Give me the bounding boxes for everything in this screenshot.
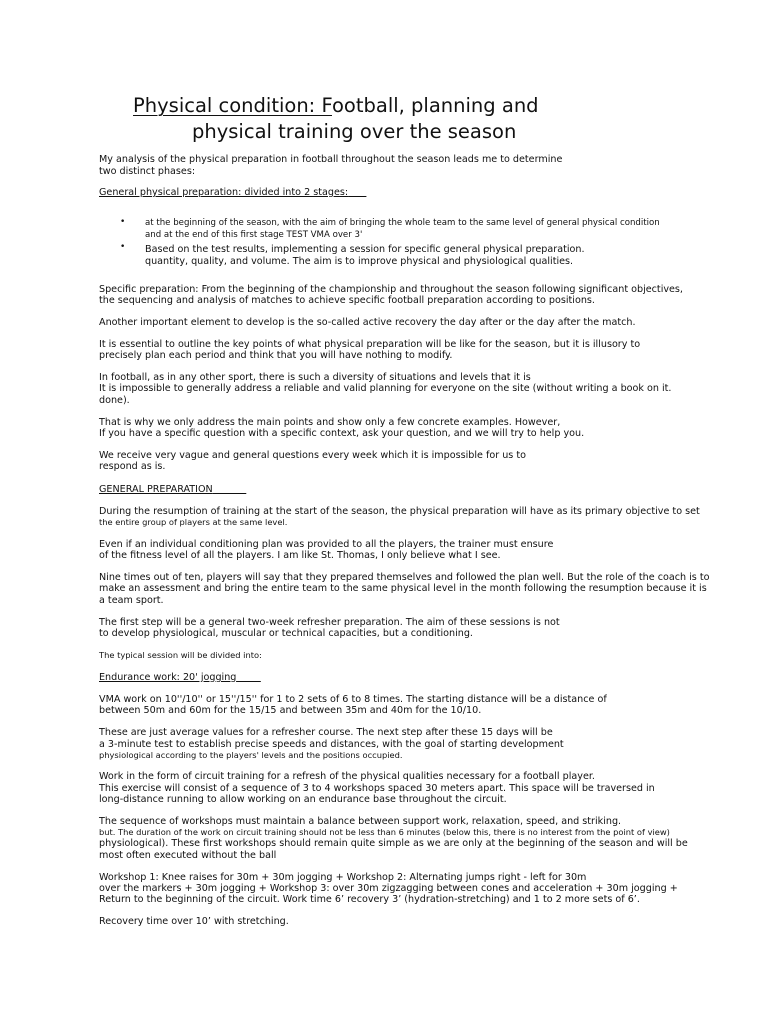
nine-times-line-2: make an assessment and bring the entire team to the same physical level in the month following the resumption because it is xyxy=(99,583,707,594)
general-preparation-heading: GENERAL PREPARATION xyxy=(99,484,213,495)
title-rest: ootball, planning and xyxy=(331,94,539,117)
bullet-2-line-1: Based on the test results, implementing a session for specific general physical preparation. xyxy=(145,244,585,255)
vma-line-1: VMA work on 10''/10'' or 15''/15'' for 1 to 2 sets of 6 to 8 times. The starting distance will be a distance of xyxy=(99,694,607,705)
intro-line-1: My analysis of the physical preparation in football throughout the season leads me to determine xyxy=(99,154,563,165)
individual-line-2: of the fitness level of all the players. I am like St. Thomas, I only believe what I see. xyxy=(99,550,501,561)
diversity-line-1: In football, as in any other sport, there is such a diversity of situations and levels that it is xyxy=(99,372,531,383)
circuit-line-1: Work in the form of circuit training for a refresh of the physical qualities necessary for a football player. xyxy=(99,771,595,782)
general-physical-heading: General physical preparation: divided into 2 stages: xyxy=(99,187,349,198)
bullet-icon: • xyxy=(120,217,126,227)
recovery-time-text: Recovery time over 10’ with stretching. xyxy=(99,916,289,927)
recovery-paragraph: Another important element to develop is the so-called active recovery the day after or the day after the match. xyxy=(99,317,636,328)
sequence-line-3: physiological). These first workshops should remain quite simple as we are only at the beginning of the season and will be xyxy=(99,838,688,849)
first-step-line-1: The first step will be a general two-week refresher preparation. The aim of these sessions is not xyxy=(99,617,560,628)
main-points-line-1: That is why we only address the main points and show only a few concrete examples. However, xyxy=(99,417,561,428)
bullet-1-line-1: at the beginning of the season, with the aim of bringing the whole team to the same level of general physical condition xyxy=(145,218,660,228)
sequence-line-1: The sequence of workshops must maintain a balance between support work, relaxation, speed, and striking. xyxy=(99,816,622,827)
vague-line-1: We receive very vague and general questions every week which it is impossible for us to xyxy=(99,450,526,461)
individual-line-1: Even if an individual conditioning plan was provided to all the players, the trainer must ensure xyxy=(99,539,554,550)
bullet-icon: • xyxy=(120,242,126,252)
endurance-heading: Endurance work: 20' jogging xyxy=(99,672,237,683)
intro-line-2: two distinct phases: xyxy=(99,166,196,177)
resumption-line-2: the entire group of players at the same level. xyxy=(99,517,288,527)
bullet-2-line-2: quantity, quality, and volume. The aim is to improve physical and physiological qualities. xyxy=(145,256,574,267)
first-step-line-2: to develop physiological, muscular or technical capacities, but a conditioning. xyxy=(99,628,473,639)
average-line-2: a 3-minute test to establish precise speeds and distances, with the goal of starting development xyxy=(99,739,564,750)
average-line-1: These are just average values for a refresher course. The next step after these 15 days will be xyxy=(99,727,553,738)
workshop-line-1: Workshop 1: Knee raises for 30m + 30m jogging + Workshop 2: Alternating jumps right - left for 30m xyxy=(99,872,587,883)
main-points-line-2: If you have a specific question with a specific context, ask your question, and we will try to help you. xyxy=(99,428,585,439)
essential-line-1: It is essential to outline the key points of what physical preparation will be like for the season, but it is illusory to xyxy=(99,339,641,350)
average-line-3: physiological according to the players' levels and the positions occupied. xyxy=(99,750,403,760)
specific-line-1: Specific preparation: From the beginning of the championship and throughout the season following significant objectives, xyxy=(99,284,683,295)
diversity-line-3: done). xyxy=(99,395,130,406)
nine-times-line-1: Nine times out of ten, players will say that they prepared themselves and followed the plan well. But the role of the coach is to xyxy=(99,572,710,583)
bullet-1-line-2: and at the end of this first stage TEST VMA over 3' xyxy=(145,230,363,240)
essential-line-2: precisely plan each period and think that you will have nothing to modify. xyxy=(99,350,453,361)
title-underlined-part: Physical condition: F xyxy=(133,94,332,117)
sequence-line-4: most often executed without the ball xyxy=(99,850,277,861)
circuit-line-2: This exercise will consist of a sequence of 3 to 4 workshops spaced 30 meters apart. This space will be traversed in xyxy=(99,783,655,794)
resumption-line-1: During the resumption of training at the start of the season, the physical preparation will have as its primary objective to set xyxy=(99,506,700,517)
sequence-line-2: but. The duration of the work on circuit training should not be less than 6 minutes (below this, there is no interest from the point of view) xyxy=(99,827,670,837)
vague-line-2: respond as is. xyxy=(99,461,166,472)
diversity-line-2: It is impossible to generally address a reliable and valid planning for everyone on the site (without writing a book on it. xyxy=(99,383,672,394)
nine-times-line-3: a team sport. xyxy=(99,595,164,606)
document-title-line2: physical training over the season xyxy=(192,120,517,143)
typical-session-text: The typical session will be divided into: xyxy=(99,650,262,660)
vma-line-2: between 50m and 60m for the 15/15 and between 35m and 40m for the 10/10. xyxy=(99,705,482,716)
specific-line-2: the sequencing and analysis of matches to achieve specific football preparation according to positions. xyxy=(99,295,595,306)
workshop-line-2: over the markers + 30m jogging + Workshop 3: over 30m zigzagging between cones and acceleration + 30m jogging + xyxy=(99,883,678,894)
document-title xyxy=(133,94,539,117)
workshop-line-3: Return to the beginning of the circuit. Work time 6’ recovery 3’ (hydration-stretching) and 1 to 2 more sets of 6’. xyxy=(99,894,640,905)
circuit-line-3: long-distance running to allow working on an endurance base throughout the circuit. xyxy=(99,794,507,805)
